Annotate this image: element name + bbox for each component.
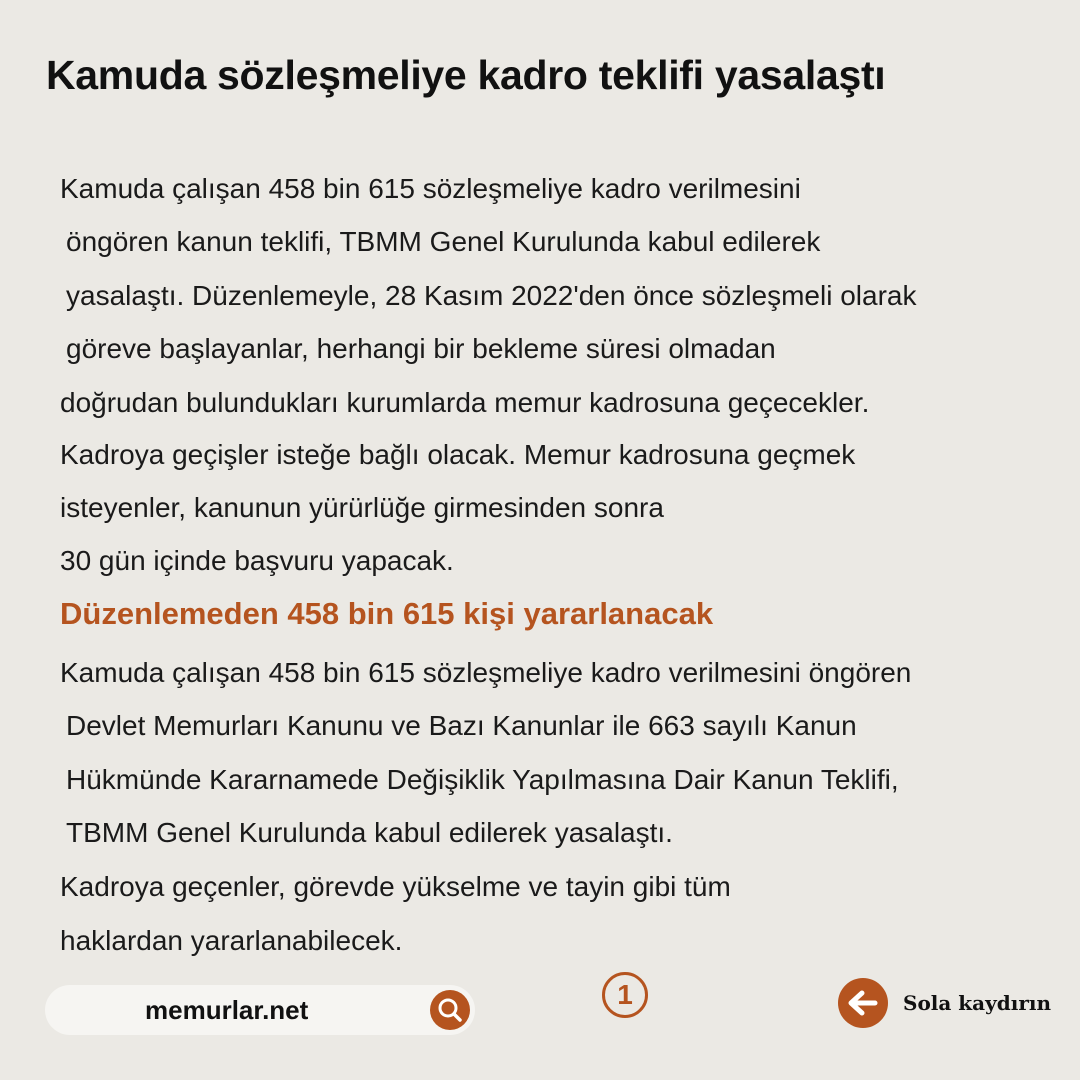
- paragraph-line: Kamuda çalışan 458 bin 615 sözleşmeliye kadro verilmesini: [60, 173, 801, 204]
- paragraph-line: Kadroya geçenler, görevde yükselme ve tayin gibi tüm: [60, 871, 731, 902]
- paragraph-line: Hükmünde Kararnamede Değişiklik Yapılmasına Dair Kanun Teklifi,: [66, 764, 899, 795]
- paragraph-line: öngören kanun teklifi, TBMM Genel Kurulunda kabul edilerek: [66, 226, 821, 257]
- page-indicator: 1: [602, 972, 648, 1018]
- paragraph-line: haklardan yararlanabilecek.: [60, 925, 403, 956]
- paragraph-line: doğrudan bulundukları kurumlarda memur kadrosuna geçecekler.: [60, 387, 870, 418]
- page-title: Kamuda sözleşmeliye kadro teklifi yasalaştı: [46, 52, 886, 98]
- paragraph-line: Kadroya geçişler isteğe bağlı olacak. Memur kadrosuna geçmek: [60, 439, 856, 470]
- section-subheading: Düzenlemeden 458 bin 615 kişi yararlanacak: [60, 596, 714, 631]
- search-button[interactable]: [430, 990, 470, 1030]
- paragraph-line: Devlet Memurları Kanunu ve Bazı Kanunlar ile 663 sayılı Kanun: [66, 710, 857, 741]
- paragraph-line: 30 gün içinde başvuru yapacak.: [60, 545, 454, 576]
- search-icon: [430, 990, 470, 1030]
- swipe-left-button[interactable]: [838, 978, 888, 1028]
- paragraph-line: TBMM Genel Kurulunda kabul edilerek yasalaştı.: [66, 817, 673, 848]
- paragraph-line: isteyenler, kanunun yürürlüğe girmesinden sonra: [60, 492, 664, 523]
- arrow-left-icon: [838, 978, 888, 1028]
- paragraph-line: Kamuda çalışan 458 bin 615 sözleşmeliye kadro verilmesini öngören: [60, 657, 912, 688]
- site-name: memurlar.net: [145, 995, 309, 1025]
- swipe-hint: Sola kaydırın: [903, 991, 1051, 1015]
- paragraph-line: yasalaştı. Düzenlemeyle, 28 Kasım 2022'den önce sözleşmeli olarak: [66, 280, 917, 311]
- paragraph-line: göreve başlayanlar, herhangi bir bekleme süresi olmadan: [66, 333, 776, 364]
